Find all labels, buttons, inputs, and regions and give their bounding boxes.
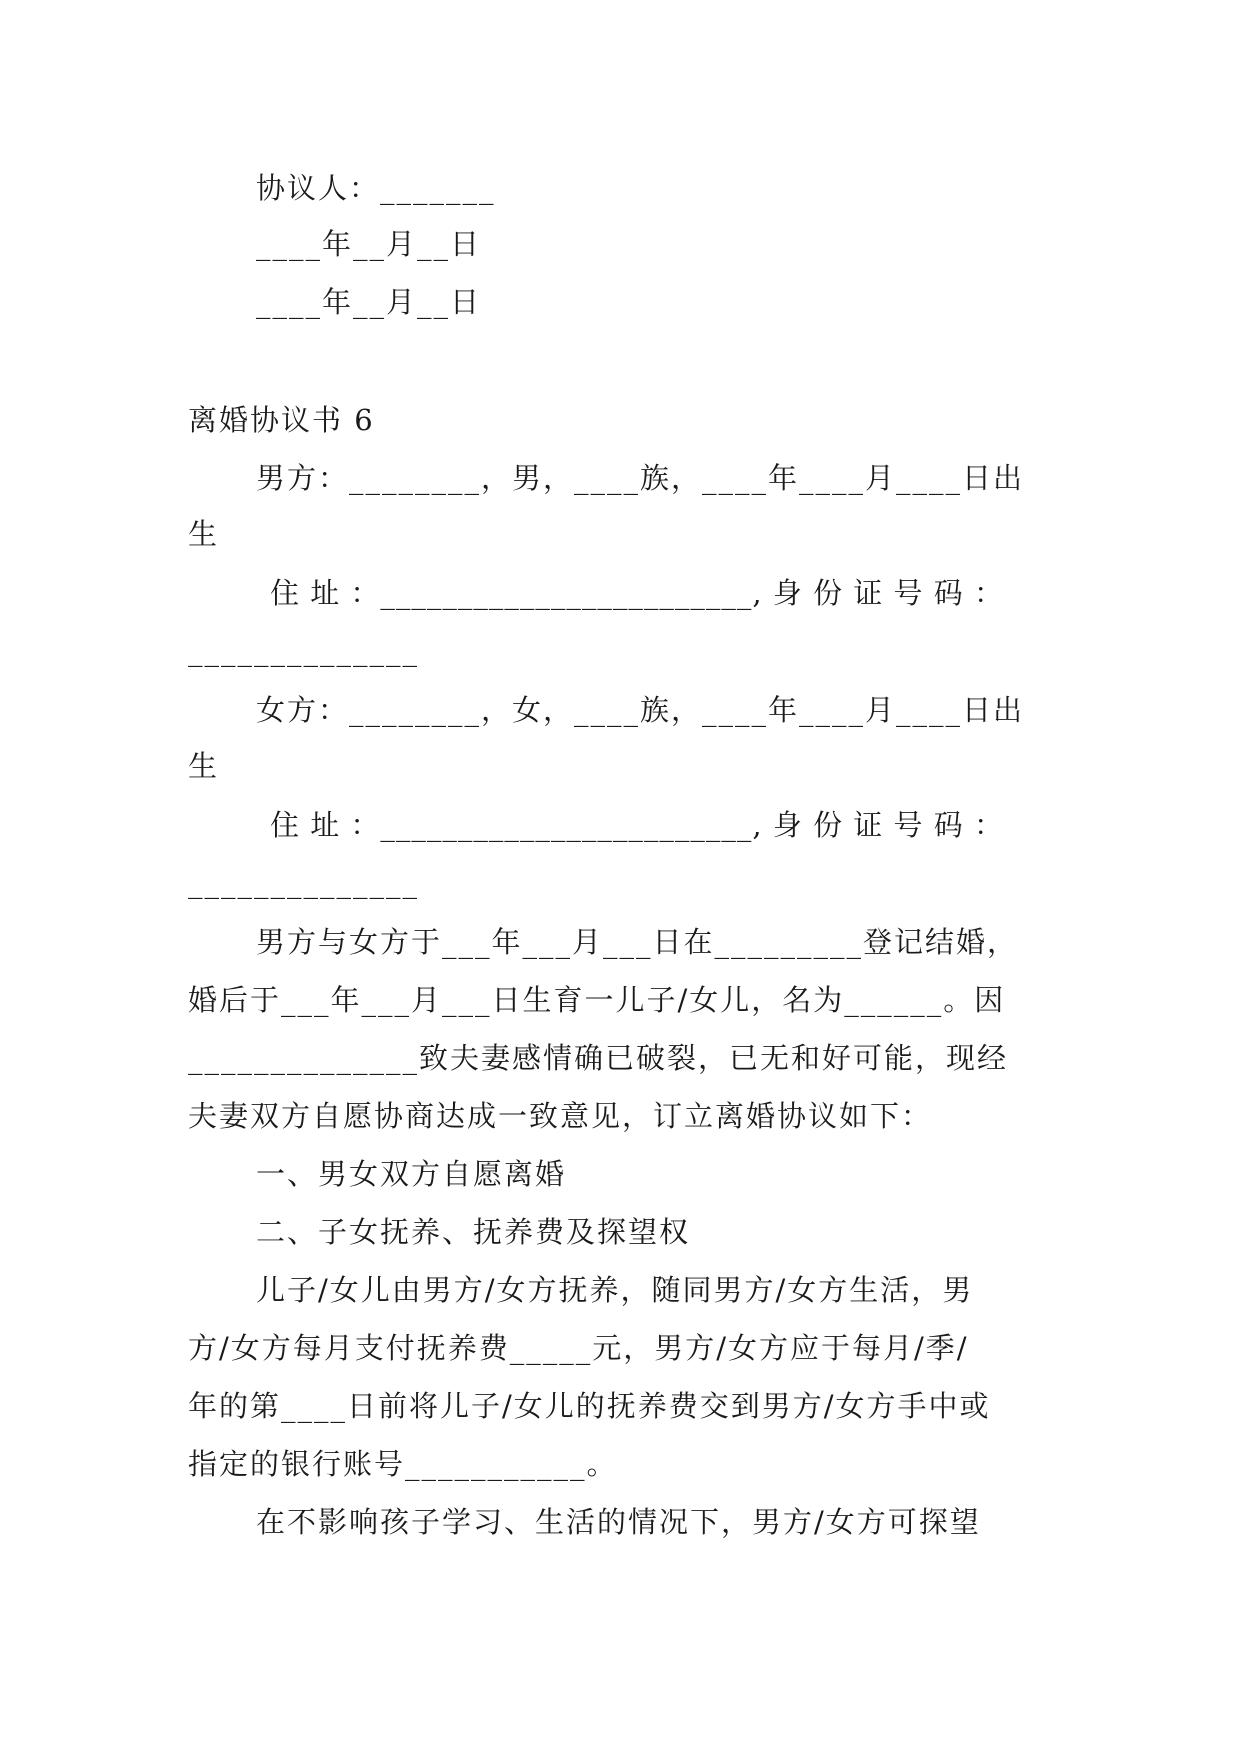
paragraph-line: 夫妻双方自愿协商达成一致意见，订立离婚协议如下：: [188, 1099, 933, 1133]
female-id-blank: ______________: [188, 865, 419, 899]
male-info-line: 男方：________，男，____族，____年____月____日出: [256, 461, 1025, 495]
clause-heading-2: 二、子女抚养、抚养费及探望权: [256, 1215, 691, 1249]
paragraph-line: 指定的银行账号___________。: [188, 1447, 618, 1481]
female-info-line-wrap: 生: [188, 749, 220, 783]
date-line-1: ____年__月__日: [256, 227, 482, 261]
male-info-line-wrap: 生: [188, 517, 220, 551]
male-id-blank: ______________: [188, 633, 419, 667]
signatory-line: 协议人：_______: [256, 171, 496, 205]
paragraph-line: ______________致夫妻感情确已破裂，已无和好可能，现经: [188, 1041, 1009, 1075]
paragraph-line: 男方与女方于___年___月___日在_________登记结婚，: [256, 925, 1019, 959]
paragraph-line: 儿子/女儿由男方/女方抚养，随同男方/女方生活，男: [256, 1273, 974, 1307]
male-address-line: 住 址 ：________________________, 身 份 证 号 码 ：: [270, 576, 1004, 610]
paragraph-line: 在不影响孩子学习、生活的情况下，男方/女方可探望: [256, 1505, 981, 1539]
clause-heading-1: 一、男女双方自愿离婚: [256, 1157, 567, 1191]
paragraph-line: 年的第____日前将儿子/女儿的抚养费交到男方/女方手中或: [188, 1389, 991, 1423]
female-address-line: 住 址 ：________________________, 身 份 证 号 码 ：: [270, 808, 1004, 842]
paragraph-line: 方/女方每月支付抚养费_____元，男方/女方应于每月/季/: [188, 1331, 969, 1365]
female-info-line: 女方：________，女，____族，____年____月____日出: [256, 693, 1025, 727]
date-line-2: ____年__月__日: [256, 285, 482, 319]
section-title: 离婚协议书 6: [188, 403, 375, 437]
paragraph-line: 婚后于___年___月___日生育一儿子/女儿，名为______。因: [188, 983, 1006, 1017]
